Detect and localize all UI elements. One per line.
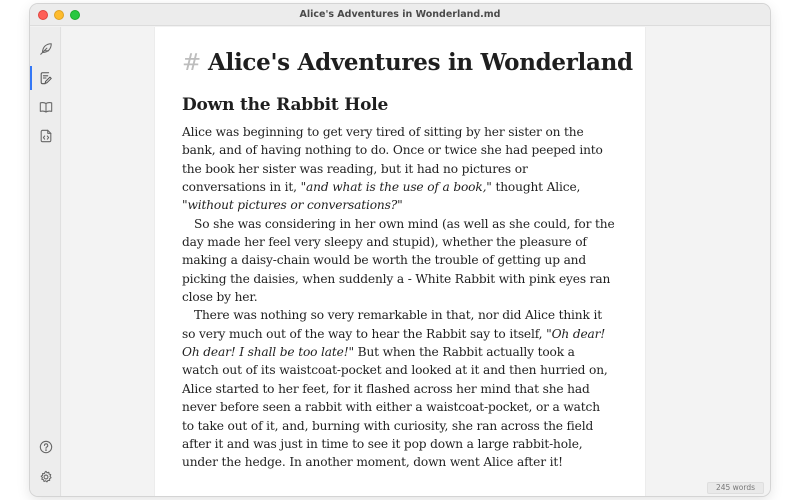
gear-icon [39, 470, 53, 484]
paragraph-text: But when the Rabbit actually took a watch out of its waistcoat-pocket and looked at it and then hurried on, Alice started to her feet, for it flashed across her mind that she had never before seen a rabbit with either a waistcoat-pocket, or a watch to take out of it, and, burning with curiosity, she ran across the field after it and was just in time to see it pop down a large rabbit-hole, under the hedge. In another moment, down went Alice after it! [182, 345, 608, 470]
code-document-icon [39, 129, 53, 143]
heading-marker: # [182, 50, 201, 76]
paragraph-text: Alice was beginning to get very tired of sitting by her sister on the bank, and of having nothing to do. Once or twice she had peeped into the book her sister was reading, but it had no pictures or conversations in it, [182, 125, 603, 195]
edit-document-icon [39, 71, 53, 85]
window-title: Alice's Adventures in Wonderland.md [299, 9, 501, 20]
help-icon [39, 440, 53, 454]
italic-quote: "without pictures or conversations?" [182, 198, 403, 213]
book-icon [39, 100, 53, 114]
sidebar [30, 27, 61, 496]
italic-quote: "Oh dear! Oh dear! I shall be too late!" [182, 326, 606, 360]
paragraph-text: thought Alice, [491, 180, 581, 195]
close-window-button[interactable] [38, 10, 48, 20]
paragraph-text: There was nothing so very remarkable in that, nor did Alice think it so very much out of the way to hear the Rabbit say to itself, [182, 308, 602, 341]
document-body[interactable] [182, 123, 615, 472]
title-bar [30, 4, 770, 26]
document-title-heading[interactable] [182, 45, 633, 81]
sidebar-button-library[interactable] [30, 93, 61, 121]
word-count-badge[interactable]: 245 words [707, 482, 764, 494]
sidebar-button-edit[interactable] [30, 64, 61, 92]
heading-text: Alice's Adventures in Wonderland [207, 49, 633, 76]
paragraph-2: So she was considering in her own mind (as well as she could, for the day made her feel very sleepy and stupid), whether the pleasure of making a daisy-chain would be worth the trouble of getting up and picking the daisies, when suddenly a - White Rabbit with pink eyes ran close by her. [182, 216, 615, 305]
minimize-window-button[interactable] [54, 10, 64, 20]
app-window [30, 4, 770, 496]
paragraph-3 [182, 306, 615, 471]
window-controls [38, 10, 80, 20]
paragraph-1 [182, 123, 615, 215]
zoom-window-button[interactable] [70, 10, 80, 20]
feather-icon [39, 42, 53, 56]
italic-quote: "and what is the use of a book," [300, 180, 492, 195]
sidebar-button-help[interactable] [30, 433, 61, 461]
sidebar-button-settings[interactable] [30, 463, 61, 491]
section-heading[interactable]: Down the Rabbit Hole [182, 95, 389, 115]
sidebar-button-feather[interactable] [30, 35, 61, 63]
sidebar-button-source[interactable] [30, 122, 61, 150]
editor-page[interactable] [154, 27, 646, 496]
